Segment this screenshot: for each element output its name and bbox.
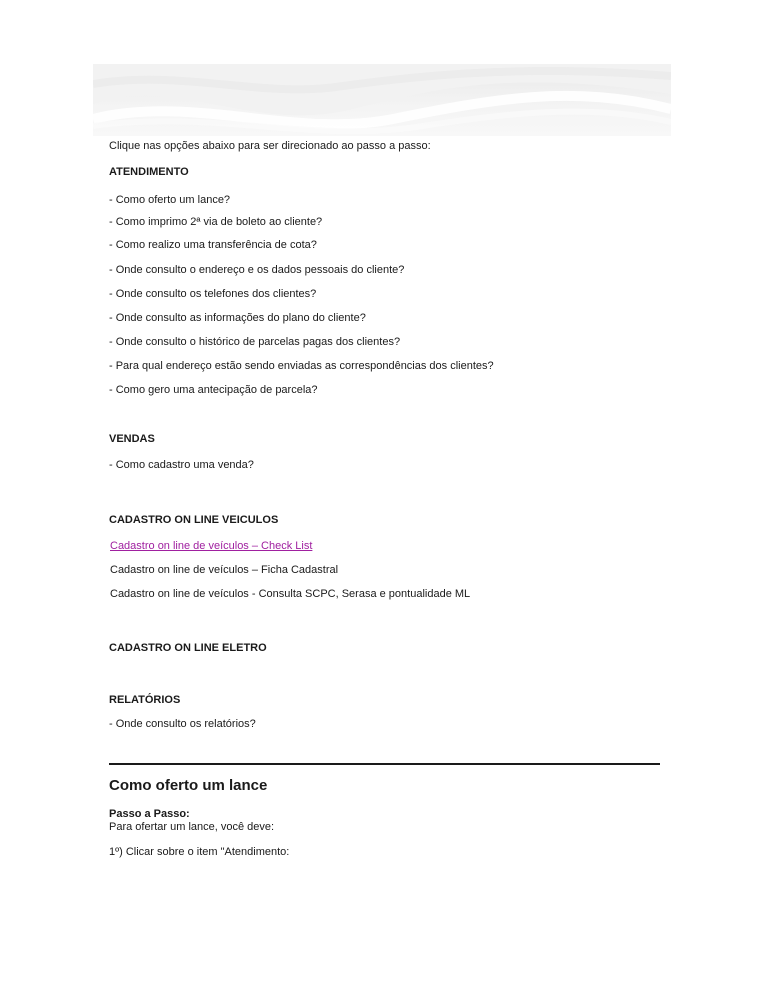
heading-atendimento: ATENDIMENTO [109, 166, 189, 178]
section-divider [109, 763, 660, 765]
heading-cadastro-veiculos: CADASTRO ON LINE VEICULOS [109, 514, 279, 526]
list-item[interactable]: Cadastro on line de veículos - Consulta SCPC, Serasa e pontualidade ML [110, 588, 471, 600]
list-item[interactable]: - Como oferto um lance? [109, 194, 231, 206]
heading-vendas: VENDAS [109, 433, 155, 445]
intro-text: Clique nas opções abaixo para ser direcionado ao passo a passo: [109, 140, 431, 152]
list-item[interactable]: - Onde consulto os relatórios? [109, 718, 256, 730]
wave-decoration [93, 64, 671, 136]
list-item[interactable]: - Para qual endereço estão sendo enviadas as correspondências dos clientes? [109, 360, 494, 372]
list-item[interactable]: - Onde consulto as informações do plano do cliente? [109, 312, 366, 324]
heading-relatorios: RELATÓRIOS [109, 694, 181, 706]
check-list-link[interactable]: Cadastro on line de veículos – Check List [110, 540, 313, 552]
list-item[interactable]: Cadastro on line de veículos – Ficha Cadastral [110, 564, 339, 576]
section-title: Como oferto um lance [109, 777, 268, 794]
header-banner [93, 64, 671, 136]
step-subheading: Passo a Passo: [109, 808, 190, 820]
step-text: 1º) Clicar sobre o item "Atendimento: [109, 846, 290, 858]
list-item[interactable]: - Como realizo uma transferência de cota? [109, 239, 317, 251]
lead-text: Para ofertar um lance, você deve: [109, 821, 275, 833]
list-item[interactable]: - Onde consulto os telefones dos clientes? [109, 288, 317, 300]
list-item[interactable]: - Como cadastro uma venda? [109, 459, 254, 471]
list-item[interactable]: - Onde consulto o histórico de parcelas pagas dos clientes? [109, 336, 401, 348]
list-item[interactable]: - Como gero uma antecipação de parcela? [109, 384, 318, 396]
list-item[interactable]: - Como imprimo 2ª via de boleto ao cliente? [109, 216, 323, 228]
heading-cadastro-eletro: CADASTRO ON LINE ELETRO [109, 642, 267, 654]
list-item[interactable]: - Onde consulto o endereço e os dados pessoais do cliente? [109, 264, 405, 276]
